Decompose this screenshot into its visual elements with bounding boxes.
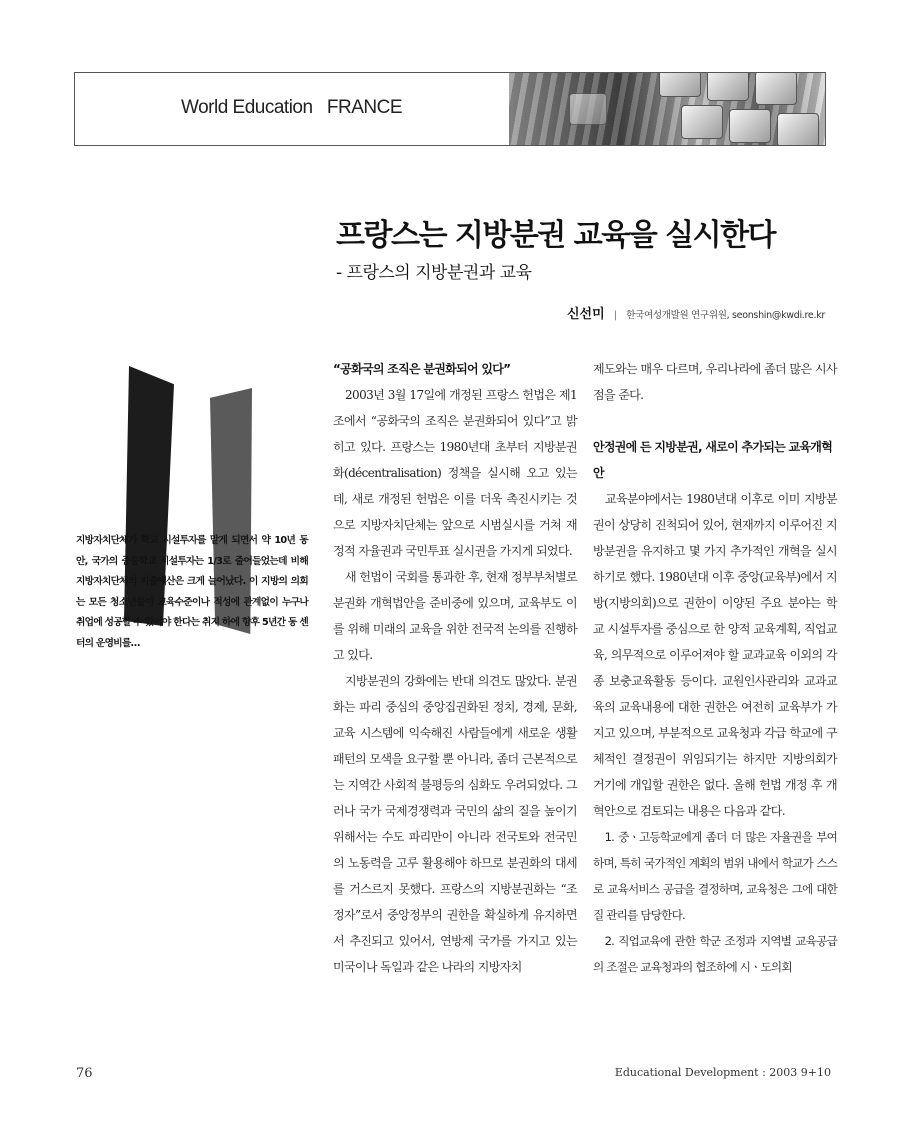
sidebar-summary: 지방자치단체가 학교 시설투자를 맡게 되면서 약 10년 동안, 국가의 중등학교 시설투자는 1/3로 줄어들었는데 비해 지방자치단체의 지출예산은 크게 늘어났다. 이 지방의 의회는 모든 청소년들이 교육수준이나 적성에 관계없이 누구나 취업에 성공할 수 있어야 한다는 취지 하에 향후 5년간 동 센터의 운영비를… <box>76 535 308 649</box>
section-title: World Education FRANCE <box>181 97 403 118</box>
article-column-1 <box>333 356 577 980</box>
paragraph: 교육분야에서는 1980년대 이후로 이미 지방분권이 상당히 진척되어 있어, 현재까지 이루어진 지방분권을 유지하고 몇 가지 추가적인 개혁을 실시하기로 했다. 1980년대 이후 중앙(교육부)에서 지방(지방의회)으로 권한이 이양된 주요 분야는 학교 시설투자를 중심으로 한 양적 교육계획, 직업교육, 의무적으로 이루어져야 할 교과교육 이외의 각종 보충교육활동 등이다. 교원인사관리와 교과교육의 교육내용에 대한 권한은 여전히 교육부가 가지고 있으며, 부분적으로 교육청과 각급 학교에 구체적인 결정권이 위임되기는 하지만 지방의회가 거기에 개입할 권한은 없다. 올해 헌법 개정 후 개혁안으로 검토되는 내용은 다음과 같다. <box>593 492 837 818</box>
paragraph: 새 헌법이 국회를 통과한 후, 현재 정부부처별로 분권화 개혁법안을 준비중에 있으며, 교육부도 이를 위해 미래의 교육을 위한 전국적 논의를 진행하고 있다. <box>333 570 577 662</box>
author-affiliation: 한국여성개발원 연구위원, seonshin@kwdi.re.kr <box>626 310 825 321</box>
list-item: 1. 중ㆍ고등학교에게 좀더 더 많은 자율권을 부여하며, 특히 국가적인 계획의 범위 내에서 학교가 스스로 교육서비스 공급을 결정하며, 교육청은 그에 대한 질 관리를 담당한다. <box>593 830 837 922</box>
paragraph: 2003년 3월 17일에 개정된 프랑스 헌법은 제1조에서 “공화국의 조직은 분권화되어 있다”고 밝히고 있다. 프랑스는 1980년대 초부터 지방분권화(décentralisation) 정책을 실시해 오고 있는데, 새로 개정된 헌법은 이를 더욱 촉진시키는 것으로 지방자치단체는 앞으로 시범실시를 거쳐 재정적 자율권과 국민투표 실시권을 가지게 되었다. <box>333 388 577 558</box>
paragraph: 제도와는 매우 다르며, 우리나라에 좀더 많은 시사점을 준다. <box>593 362 837 402</box>
section-heading: “공화국의 조직은 분권화되어 있다” <box>333 362 511 376</box>
author-line <box>567 303 825 322</box>
publication-footer: Educational Development : 2003 9+10 <box>614 1066 831 1079</box>
list-item: 2. 직업교육에 관한 학군 조정과 지역별 교육공급의 조절은 교육청과의 협조하에 시ㆍ도의회 <box>593 934 837 974</box>
paragraph: 지방분권의 강화에는 반대 의견도 많았다. 분권화는 파리 중심의 중앙집권화된 정치, 경제, 문화, 교육 시스템에 익숙해진 사람들에게 새로운 생활패턴의 모색을 요구할 뿐 아니라, 좀더 근본적으로는 지역간 사회적 불평등의 심화도 우려되었다. 그러나 국가 국제경쟁력과 국민의 삶의 질을 높이기 위해서는 수도 파리만이 아니라 전국토와 전국민의 노동력을 고루 활용해야 하므로 분권화의 대세를 거스르지 못했다. 프랑스의 지방분권화는 “조정자”로서 중앙정부의 권한을 확실하게 유지하면서 추진되고 있어서, 연방제 국가를 가지고 있는 미국이나 독일과 같은 나라의 지방자치 <box>333 674 577 974</box>
author-name: 신선미 <box>566 307 605 322</box>
article-title: 프랑스는 지방분권 교육을 실시한다 <box>336 218 776 253</box>
author-separator: | <box>613 310 618 321</box>
section-heading: 안정권에 든 지방분권, 새로이 추가되는 교육개혁안 <box>593 440 833 480</box>
keyboard-photo <box>509 73 825 145</box>
article-column-2 <box>593 356 837 980</box>
page-number: 76 <box>76 1066 93 1081</box>
section-header <box>74 72 826 146</box>
article-subtitle: - 프랑스의 지방분권과 교육 <box>336 263 532 283</box>
